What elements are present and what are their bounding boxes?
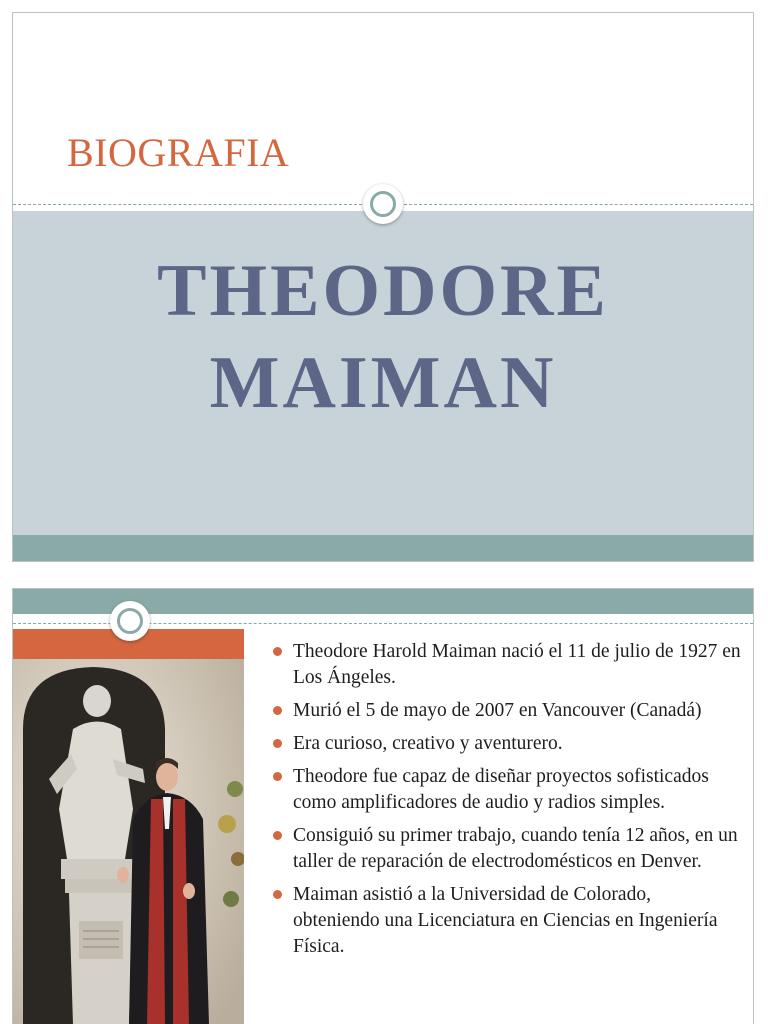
list-item: Murió el 5 de mayo de 2007 en Vancouver (Canadá) <box>271 698 741 724</box>
ring-ornament-icon <box>363 184 403 224</box>
slide-subtitle: BIOGRAFIA <box>67 130 290 175</box>
list-item: Theodore fue capaz de diseñar proyectos sofisticados como amplificadores de audio y radios simples. <box>271 764 741 816</box>
title-slide <box>12 12 754 562</box>
slide-title <box>13 245 753 429</box>
content-slide <box>12 588 754 1024</box>
list-item: Consiguió su primer trabajo, cuando tenía 12 años, en un taller de reparación de electrodomésticos en Denver. <box>271 823 741 875</box>
bottom-bar <box>13 535 753 561</box>
list-item: Maiman asistió a la Universidad de Colorado, obteniendo una Licenciatura en Ciencias en Ingeniería Física. <box>271 882 741 960</box>
ring-ornament-icon <box>110 601 150 641</box>
list-item: Era curioso, creativo y aventurero. <box>271 731 741 757</box>
list-item: Theodore Harold Maiman nació el 11 de julio de 1927 en Los Ángeles. <box>271 639 741 691</box>
bullet-list <box>271 639 741 967</box>
title-line-2: MAIMAN <box>209 342 557 424</box>
portrait-photo <box>13 659 244 1024</box>
title-line-1: THEODORE <box>157 250 609 332</box>
